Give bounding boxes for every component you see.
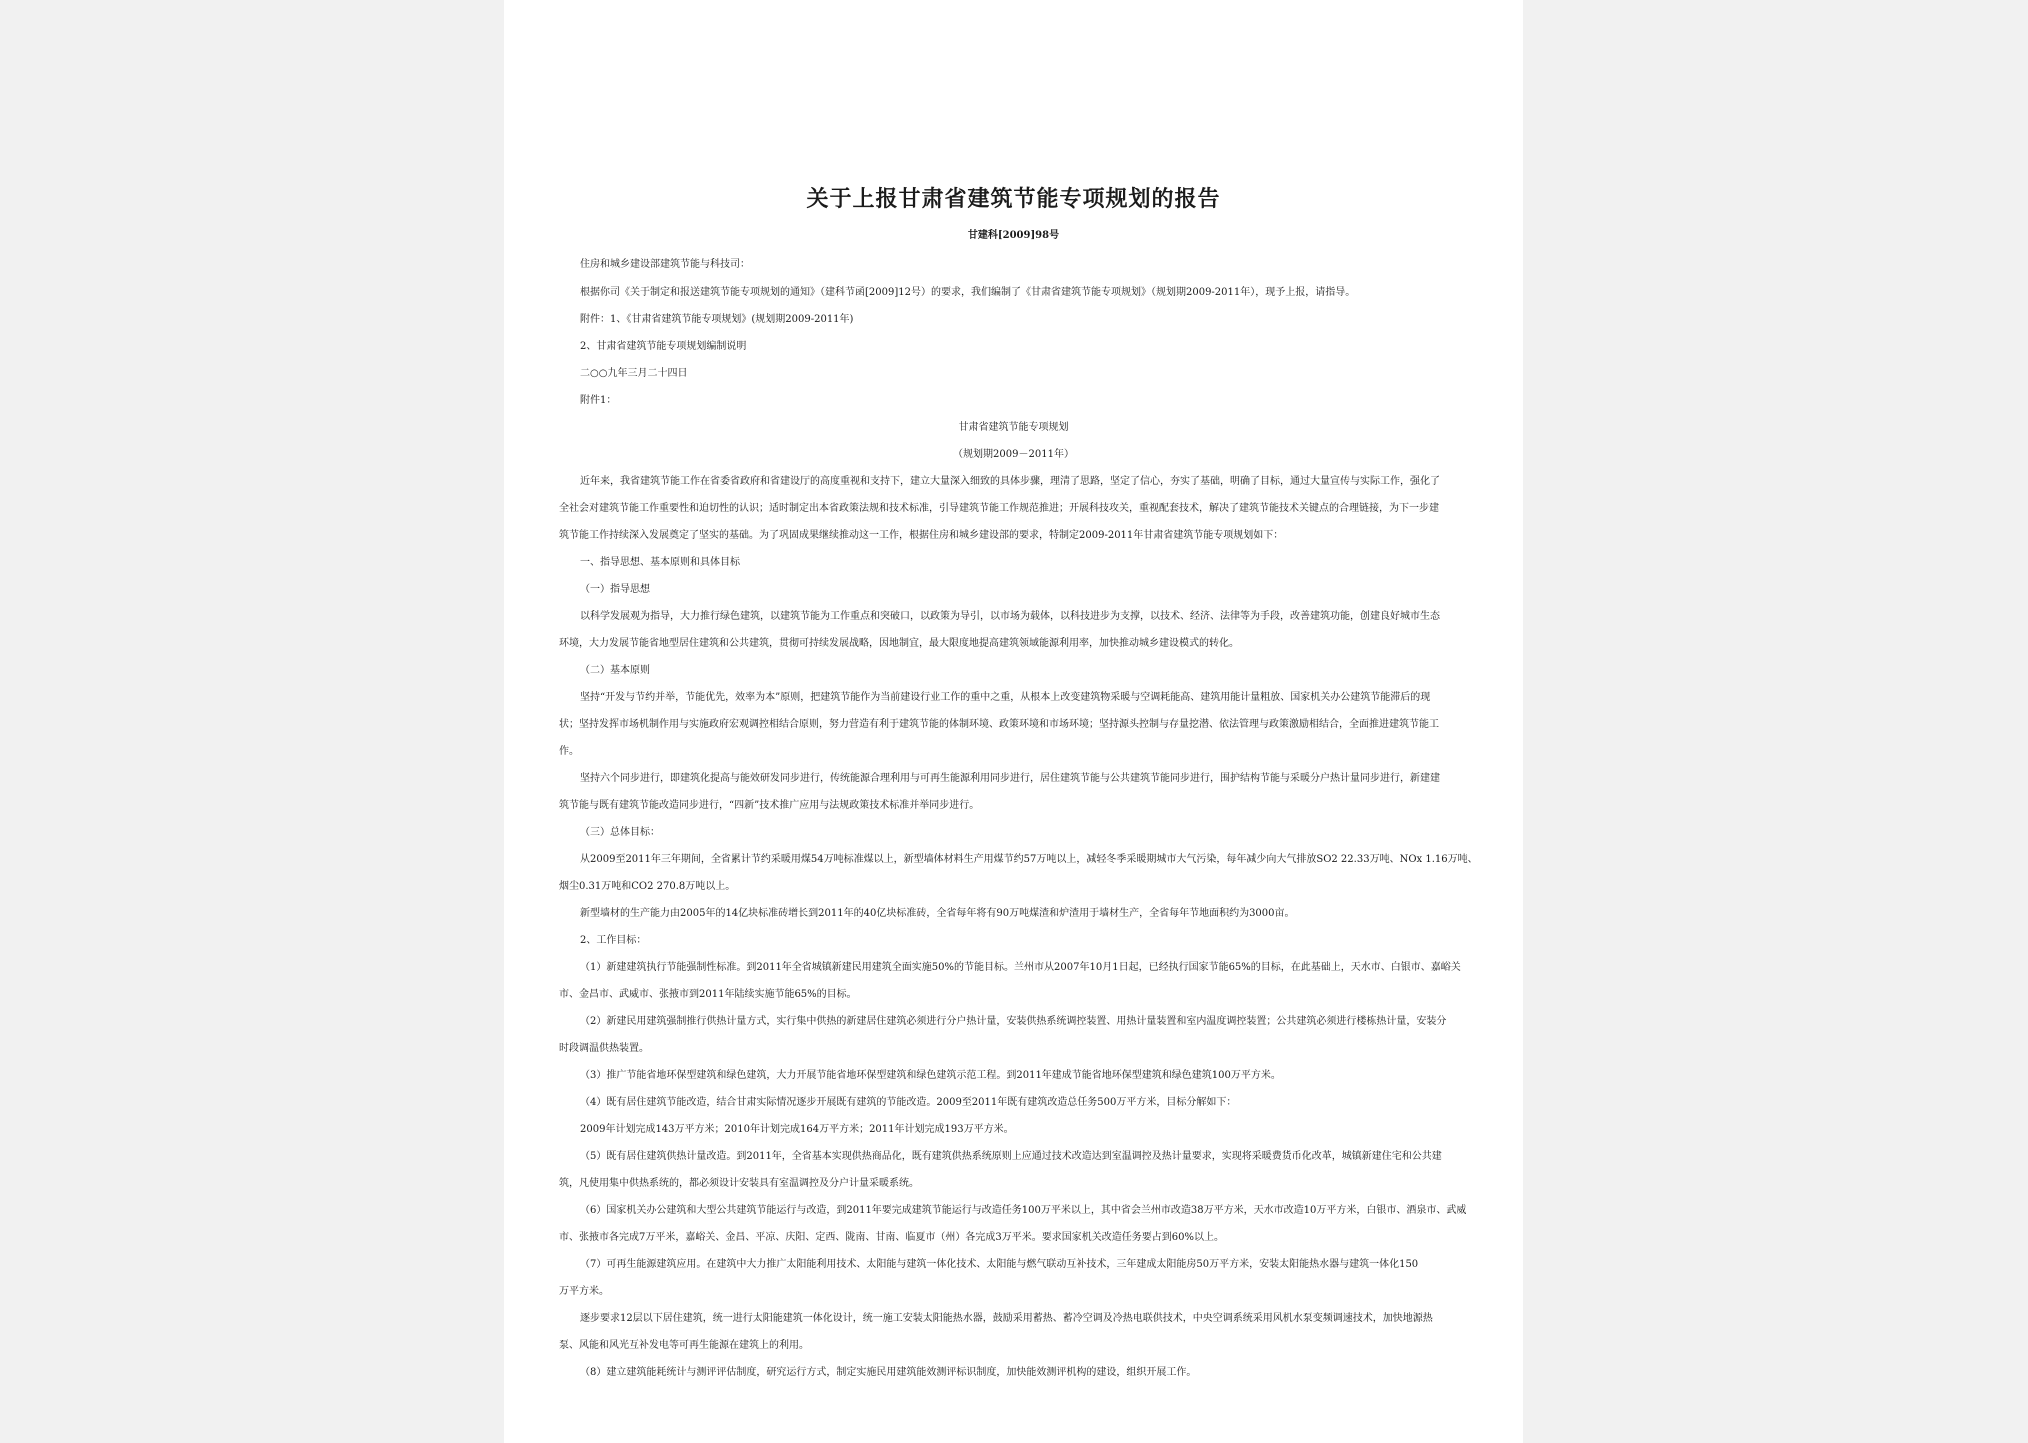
intro-paragraph: 根据你司《关于制定和报送建筑节能专项规划的通知》（建科节函[2009]12号）的要求，我们编制了《甘肃省建筑节能专项规划》（规划期2009-2011年），现予上报，请指导。 (580, 287, 1356, 298)
paragraph-line: 坚持六个同步进行，即建筑化提高与能效研发同步进行，传统能源合理利用与可再生能源利用同步进行，居住建筑节能与公共建筑节能同步进行，围护结构节能与采暖分户热计量同步进行，新建建 (580, 773, 1440, 784)
subsection-heading: （三）总体目标： (580, 827, 660, 838)
document-title: 关于上报甘肃省建筑节能专项规划的报告 (806, 186, 1221, 212)
attachment-item-1: 附件：1、《甘肃省建筑节能专项规划》(规划期2009-2011年) (580, 314, 854, 325)
paragraph-line: （2）新建民用建筑强制推行供热计量方式，实行集中供热的新建居住建筑必须进行分户热计量，安装供热系统调控装置、用热计量装置和室内温度调控装置；公共建筑必须进行楼栋热计量，安装分 (580, 1016, 1447, 1027)
section-heading: 一、指导思想、基本原则和具体目标 (580, 557, 740, 568)
paragraph-line: 全社会对建筑节能工作重要性和迫切性的认识；适时制定出本省政策法规和技术标准，引导建筑节能工作规范推进；开展科技攻关，重视配套技术，解决了建筑节能技术关键点的合理链接，为下一步建 (559, 503, 1439, 514)
paragraph-line: （6）国家机关办公建筑和大型公共建筑节能运行与改造，到2011年要完成建筑节能运行与改造任务100万平米以上，其中省会兰州市改造38万平方米，天水市改造10万平方米，白银市、酒泉市、武威 (580, 1205, 1467, 1216)
paragraph-line: 时段调温供热装置。 (559, 1043, 649, 1054)
paragraph-line: （1）新建建筑执行节能强制性标准。到2011年全省城镇新建民用建筑全面实施50%的节能目标。兰州市从2007年10月1日起，已经执行国家节能65%的目标，在此基础上，天水市、白银市、嘉峪关 (580, 962, 1461, 973)
paragraph-line: （4）既有居住建筑节能改造，结合甘肃实际情况逐步开展既有建筑的节能改造。2009至2011年既有建筑改造总任务500万平方米，目标分解如下： (580, 1097, 1237, 1108)
paragraph-line: 市、金昌市、武威市、张掖市到2011年陆续实施节能65%的目标。 (559, 989, 857, 1000)
paragraph-line: 烟尘0.31万吨和CO2 270.8万吨以上。 (559, 881, 736, 892)
paragraph-line: （5）既有居住建筑供热计量改造。到2011年，全省基本实现供热商品化，既有建筑供热系统原则上应通过技术改造达到室温调控及热计量要求，实现将采暖费货币化改革，城镇新建住宅和公共建 (580, 1151, 1442, 1162)
subsection-heading: （一）指导思想 (580, 584, 650, 595)
paragraph-line: 筑，凡使用集中供热系统的，都必须设计安装具有室温调控及分户计量采暖系统。 (559, 1178, 919, 1189)
paragraph-line: 新型墙材的生产能力由2005年的14亿块标准砖增长到2011年的40亿块标准砖，全省每年将有90万吨煤渣和炉渣用于墙材生产，全省每年节地面积约为3000亩。 (580, 908, 1295, 919)
paragraph-line: 以科学发展观为指导，大力推行绿色建筑，以建筑节能为工作重点和突破口，以政策为导引，以市场为载体，以科技进步为支撑，以技术、经济、法律等为手段，改善建筑功能，创建良好城市生态 (580, 611, 1440, 622)
paragraph-line: （8）建立建筑能耗统计与测评评估制度，研究运行方式，制定实施民用建筑能效测评标识制度，加快能效测评机构的建设，组织开展工作。 (580, 1367, 1197, 1378)
document-number: 甘建科[2009]98号 (967, 230, 1060, 241)
addressee: 住房和城乡建设部建筑节能与科技司： (580, 259, 750, 270)
paragraph-line: 筑节能工作持续深入发展奠定了坚实的基础。为了巩固成果继续推动这一工作，根据住房和城乡建设部的要求，特制定2009-2011年甘肃省建筑节能专项规划如下： (559, 530, 1284, 541)
paragraph-line: 近年来，我省建筑节能工作在省委省政府和省建设厅的高度重视和支持下，建立大量深入细致的具体步骤，理清了思路，坚定了信心，夯实了基础，明确了目标，通过大量宣传与实际工作，强化了 (580, 476, 1440, 487)
paragraph-line: 坚持“开发与节约并举，节能优先，效率为本”原则，把建筑节能作为当前建设行业工作的重中之重，从根本上改变建筑物采暖与空调耗能高、建筑用能计量粗放、国家机关办公建筑节能滞后的现 (580, 692, 1431, 703)
paragraph-line: 万平方米。 (559, 1286, 609, 1297)
paragraph-line: （3）推广节能省地环保型建筑和绿色建筑，大力开展节能省地环保型建筑和绿色建筑示范工程。到2011年建成节能省地环保型建筑和绿色建筑100万平方米。 (580, 1070, 1281, 1081)
annex-label: 附件1： (580, 395, 617, 406)
document-date: 二○○九年三月二十四日 (580, 368, 688, 379)
paragraph-line: 状；坚持发挥市场机制作用与实施政府宏观调控相结合原则，努力营造有利于建筑节能的体制环境、政策环境和市场环境；坚持源头控制与存量挖潜、依法管理与政策激励相结合，全面推进建筑节能工 (559, 719, 1439, 730)
attachment-item-2: 2、甘肃省建筑节能专项规划编制说明 (580, 341, 747, 352)
paragraph-line: 作。 (559, 746, 579, 757)
paragraph-line: 逐步要求12层以下居住建筑，统一进行太阳能建筑一体化设计，统一施工安装太阳能热水器，鼓励采用蓄热、蓄冷空调及冷热电联供技术，中央空调系统采用风机水泵变频调速技术，加快地源热 (580, 1313, 1433, 1324)
paragraph-line: 筑节能与既有建筑节能改造同步进行，“四新”技术推广应用与法规政策技术标准并举同步进行。 (559, 800, 980, 811)
subsection-heading: （二）基本原则 (580, 665, 650, 676)
document-page (504, 0, 1523, 1443)
paragraph-line: 环境，大力发展节能省地型居住建筑和公共建筑，贯彻可持续发展战略，因地制宜，最大限度地提高建筑领域能源利用率，加快推动城乡建设模式的转化。 (559, 638, 1239, 649)
paragraph-line: 泵、风能和风光互补发电等可再生能源在建筑上的利用。 (559, 1340, 809, 1351)
paragraph-line: （7）可再生能源建筑应用。在建筑中大力推广太阳能利用技术、太阳能与建筑一体化技术、太阳能与燃气联动互补技术，三年建成太阳能房50万平方米，安装太阳能热水器与建筑一体化150 (580, 1259, 1419, 1270)
plan-period: （规划期2009－2011年） (953, 449, 1074, 460)
paragraph-line: 2009年计划完成143万平方米；2010年计划完成164万平方米；2011年计划完成193万平方米。 (580, 1124, 1014, 1135)
plan-title: 甘肃省建筑节能专项规划 (958, 422, 1069, 433)
section-heading: 2、工作目标： (580, 935, 647, 946)
paragraph-line: 从2009至2011年三年期间，全省累计节约采暖用煤54万吨标准煤以上，新型墙体材料生产用煤节约57万吨以上，减轻冬季采暖期城市大气污染，每年减少向大气排放SO2 22.33万吨、NOx 1.16万吨、 (580, 854, 1478, 865)
paragraph-line: 市、张掖市各完成7万平米，嘉峪关、金昌、平凉、庆阳、定西、陇南、甘南、临夏市（州）各完成3万平米。要求国家机关改造任务要占到60%以上。 (559, 1232, 1224, 1243)
